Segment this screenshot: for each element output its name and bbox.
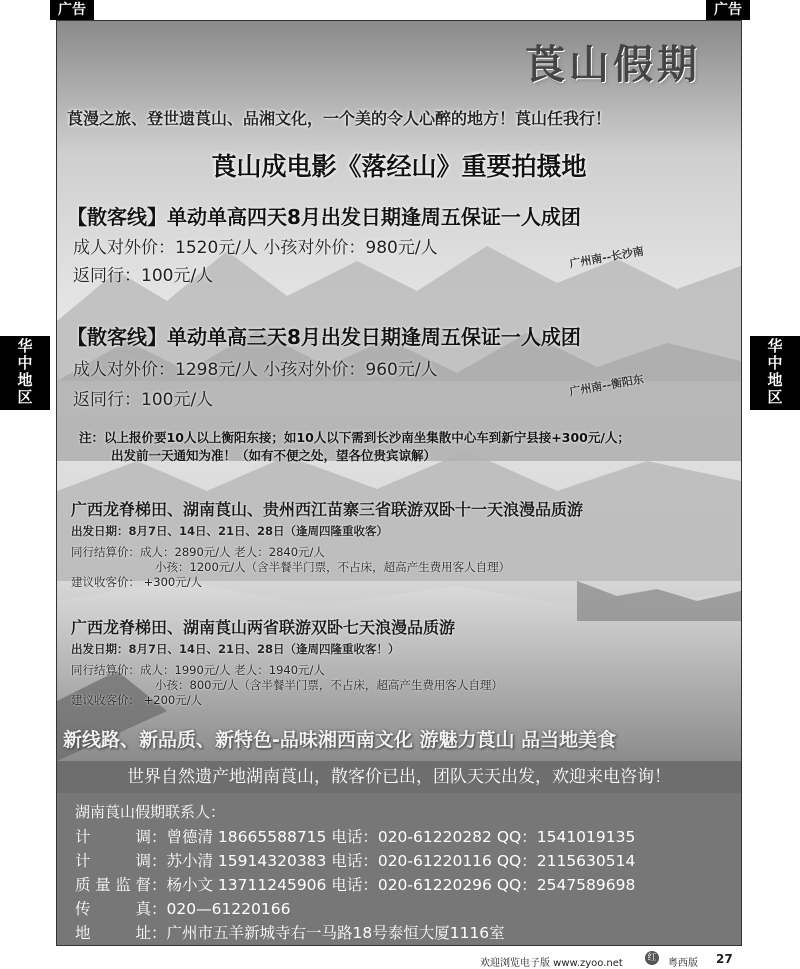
tour-child-price: 小孩：800元/人（含半餐半门票，不占床，超高产生费用客人自理） [155, 678, 503, 692]
contact-value: ：苏小清 15914320383 电话：020-61220116 QQ：2115630514 [151, 852, 636, 870]
contact-label: 计调 [75, 828, 151, 846]
region-char: 区 [767, 388, 783, 406]
note-line: 出发前一天通知为准！（如有不便之处，望各位贵宾谅解） [111, 448, 437, 463]
tour-settle-price: 同行结算价：成人：2890元/人 老人：2840元/人 [71, 545, 325, 559]
region-char: 地 [767, 371, 783, 389]
tour-dates: 出发日期：8月7日、14日、21日、28日（逢周四隆重收客！） [71, 642, 400, 656]
region-char: 区 [17, 388, 33, 406]
contact-row [75, 873, 635, 895]
slogan: 莨漫之旅、登世遗莨山、品湘文化，一个美的令人心醉的地方！莨山任我行！ [67, 109, 612, 128]
headline: 莨山成电影《落经山》重要拍摄地 [211, 152, 587, 181]
region-char: 地 [17, 371, 33, 389]
contact-row [75, 849, 635, 871]
footer-site: 欢迎浏览电子版 www.zyoo.net [480, 958, 623, 969]
route-rebate: 返同行：100元/人 [73, 266, 214, 286]
tour-title: 广西龙脊梯田、湖南莨山两省联游双卧七天浪漫品质游 [71, 618, 456, 637]
contact-title: 湖南莨山假期联系人： [75, 803, 226, 821]
route-price: 成人对外价：1298元/人 小孩对外价：960元/人 [73, 360, 438, 380]
route-station-tag: 广州南--衡阳东 [568, 372, 645, 399]
brand-title: 莨山假期 [525, 41, 701, 88]
tour-settle-price: 同行结算价：成人：1990元/人 老人：1940元/人 [71, 663, 325, 677]
route-rebate: 返同行：100元/人 [73, 390, 214, 410]
contact-label: 传真 [75, 900, 151, 918]
contact-label: 地址 [75, 924, 151, 942]
ad-label-left: 广告 [50, 0, 94, 20]
region-tab-left [0, 336, 50, 410]
tour-suggest-price: 建议收客价： +300元/人 [71, 575, 203, 589]
region-char: 中 [767, 354, 783, 372]
page-footer [0, 950, 800, 968]
route-title: 【散客线】单动单高三天8月出发日期逢周五保证一人成团 [67, 325, 581, 349]
contact-row [75, 897, 290, 919]
contact-value: ：020—61220166 [151, 900, 291, 918]
route-price: 成人对外价：1520元/人 小孩对外价：980元/人 [73, 238, 438, 258]
footer-edition: 粤西版 [668, 958, 698, 969]
tour-package [71, 615, 503, 708]
region-tab-right [750, 336, 800, 410]
contact-row [75, 825, 635, 847]
ad-label-right: 广告 [706, 0, 750, 20]
tour-title: 广西龙脊梯田、湖南莨山、贵州西江苗寨三省联游双卧十一天浪漫品质游 [71, 500, 584, 519]
page-number: 27 [716, 952, 733, 966]
footer-badge-icon: 红 [645, 951, 659, 965]
contact-value: ：广州市五羊新城寺右一马路18号泰恒大厦1116室 [151, 924, 505, 942]
region-char: 华 [767, 337, 783, 355]
contact-label: 质量监督 [75, 876, 151, 894]
features-slogan: 新线路、新品质、新特色-品味湘西南文化 游魅力莨山 品当地美食 [63, 729, 617, 751]
route-station-tag: 广州南--长沙南 [568, 244, 645, 271]
contact-section [57, 793, 741, 945]
region-char: 中 [17, 354, 33, 372]
consult-banner: 世界自然遗产地湖南莨山，散客价已出，团队天天出发，欢迎来电咨询！ [57, 761, 741, 793]
tour-package [71, 497, 583, 590]
advertisement-panel [56, 20, 742, 946]
tour-child-price: 小孩：1200元/人（含半餐半门票，不占床，超高产生费用客人自理） [155, 560, 511, 574]
note-line: 注：以上报价要10人以上衡阳东接；如10人以下需到长沙南坐集散中心车到新宁县接+300元/人； [79, 430, 630, 445]
route-title: 【散客线】单动单高四天8月出发日期逢周五保证一人成团 [67, 205, 581, 229]
tour-suggest-price: 建议收客价： +200元/人 [71, 693, 203, 707]
contact-label: 计调 [75, 852, 151, 870]
region-char: 华 [17, 337, 33, 355]
tour-dates: 出发日期：8月7日、14日、21日、28日（逢周四隆重收客） [71, 524, 389, 538]
contact-value: ：曾德清 18665588715 电话：020-61220282 QQ：1541019135 [151, 828, 636, 846]
contact-row [75, 921, 505, 943]
contact-value: ：杨小文 13711245906 电话：020-61220296 QQ：2547589698 [151, 876, 636, 894]
price-note [79, 429, 630, 465]
